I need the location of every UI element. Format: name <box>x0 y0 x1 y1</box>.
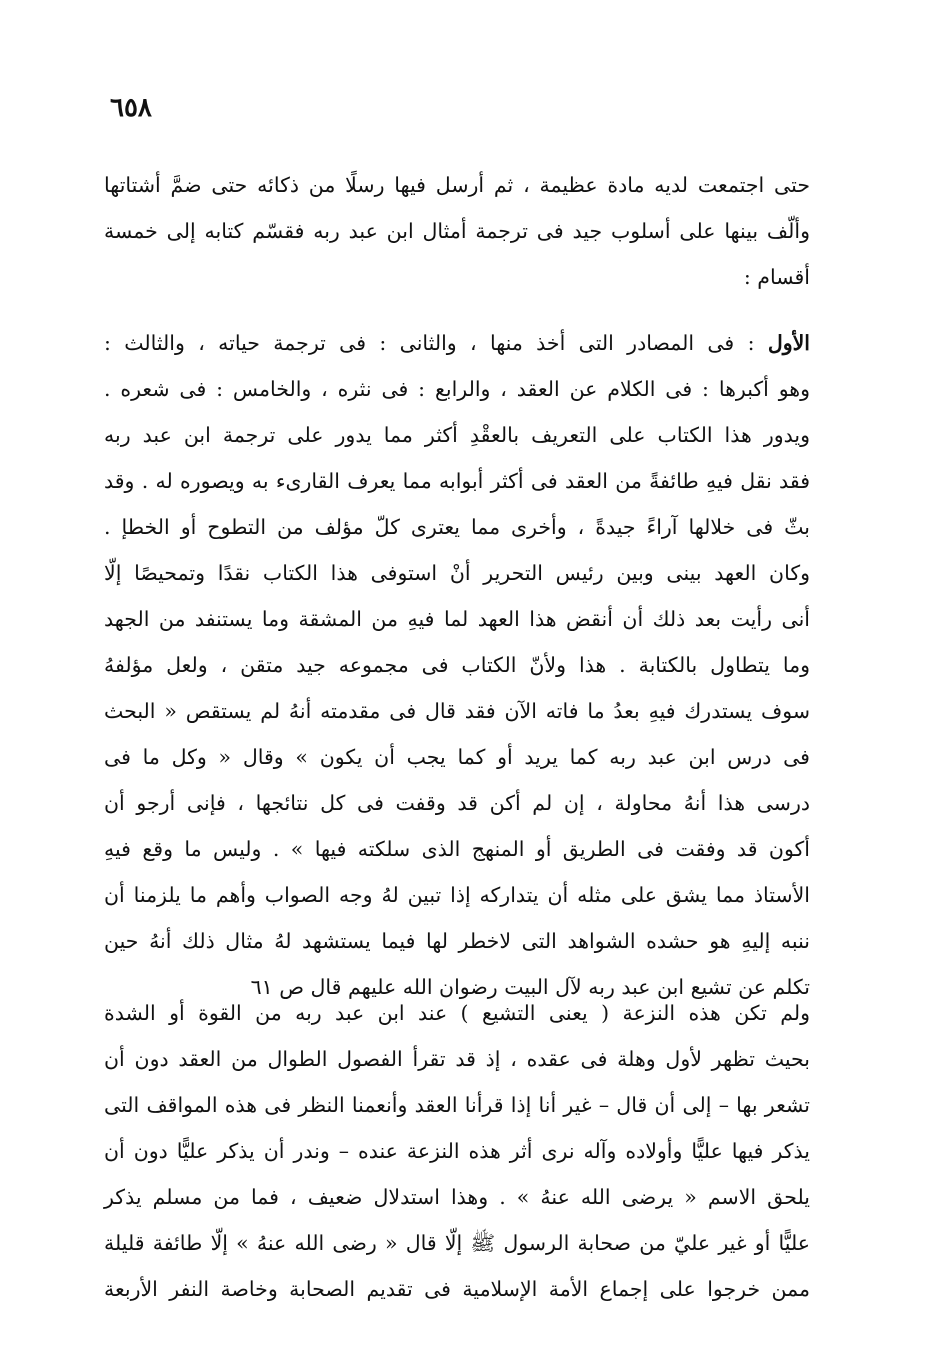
page-number: ٦٥٨ <box>110 93 152 123</box>
main-paragraph <box>104 320 810 1010</box>
text-line: وهو أكبرها : فى الكلام عن العقد ، والرابع : فى نثره ، والخامس : فى شعره . <box>104 377 810 401</box>
text-line: وما يتطاول بالكتابة . هذا ولأنّ الكتاب فى مجموعه جيد متقن ، ولعل مؤلفهُ <box>104 653 810 677</box>
intro-paragraph <box>104 162 810 300</box>
text-line-first <box>104 320 810 366</box>
text-line: فقد نقل فيهِ طائفةً من العقد فى أكثر أبوابه مما يعرف القارىء به ويصوره له . وقد <box>104 469 810 493</box>
text-line: درسى هذا أنهُ محاولة ، إن لم أكن قد وقفت فى كل نتائجها ، فإنى أرجو أن <box>104 791 810 815</box>
text-line: الأستاذ مما يشق على مثله أن يتداركه إذا تبين لهُ وجه الصواب وأهم ما يلزمنا أن <box>104 883 810 907</box>
text-line: تكلم عن تشيع ابن عبد ربه لآل البيت رضوان الله عليهم قال ص ٦١ <box>250 975 810 999</box>
quoted-paragraph <box>104 990 810 1312</box>
text-line: وكان العهد بينى وبين رئيس التحرير أنْ استوفى هذا الكتاب نقدًا وتمحيصًا إلّا <box>104 561 810 585</box>
text-line: أكون قد وفقت فى الطريق أو المنهج الذى سلكته فيها » . وليس ما وقع فيهِ <box>104 837 810 861</box>
text-line-rest: : فى المصادر التى أخذ منها ، والثانى : فى ترجمة حياته ، والثالث : <box>104 331 768 355</box>
text-line: أقسام : <box>743 265 810 289</box>
text-line: ولم تكن هذه النزعة ( يعنى التشيع ) عند ابن عبد ربه من القوة أو الشدة <box>104 1001 810 1025</box>
text-line: عليًّا أو غير عليّ من صحابة الرسول ﷺ إلّا قال « رضى الله عنهُ » إلّا طائفة قليلة <box>104 1231 810 1255</box>
text-line: سوف يستدرك فيهِ بعدُ ما فاته الآن فقد قال فى مقدمته أنهُ لم يستقص « البحث <box>104 699 810 723</box>
text-line: بحيث تظهر لأول وهلة فى عقده ، إذ قد تقرأ الفصول الطوال من العقد دون أن <box>104 1047 810 1071</box>
text-line: وألّف بينها على أسلوب جيد فى ترجمة أمثال ابن عبد ربه فقسّم كتابه إلى خمسة <box>104 219 810 243</box>
text-line: ممن خرجوا على إجماع الأمة الإسلامية فى تقديم الصحابة وخاصة النفر الأربعة <box>104 1277 810 1301</box>
text-line: بثّ فى خلالها آراءً جيدةً ، وأخرى مما يعترى كلّ مؤلف من التطوح أو الخطإ . <box>104 515 810 539</box>
text-line: يلحق الاسم « يرضى الله عنهُ » . وهذا استدلال ضعيف ، فما من مسلم يذكر <box>104 1185 810 1209</box>
text-line: تشعر بها – إلى أن قال – غير أنا إذا قرأنا العقد وأنعمنا النظر فى هذه المواقف التى <box>104 1093 810 1117</box>
text-line: ويدور هذا الكتاب على التعريف بالعقْدِ أكثر مما يدور على ترجمة ابن عبد ربه <box>104 423 810 447</box>
text-line: فى درس ابن عبد ربه كما يريد أو كما يجب أن يكون » وقال « وكل ما فى <box>104 745 810 769</box>
text-line: ننبه إليهِ هو حشده الشواهد التى لاخطر لها فيما يستشهد لهُ مثال ذلك أنهُ حين <box>104 929 810 953</box>
text-line: حتى اجتمعت لديه مادة عظيمة ، ثم أرسل فيها رسلًا من ذكائه حتى ضمَّ أشتاتها <box>104 173 810 197</box>
text-line: يذكر فيها عليًّا وأولاده وآله نرى أثر هذه النزعة عنده – وندر أن يذكر عليًّا دون أن <box>104 1139 810 1163</box>
heading-word: الأول <box>767 331 810 355</box>
text-line: أنى رأيت بعد ذلك أن أنقض هذا العهد لما فيهِ من المشقة وما يستنفد من الجهد <box>104 607 810 631</box>
